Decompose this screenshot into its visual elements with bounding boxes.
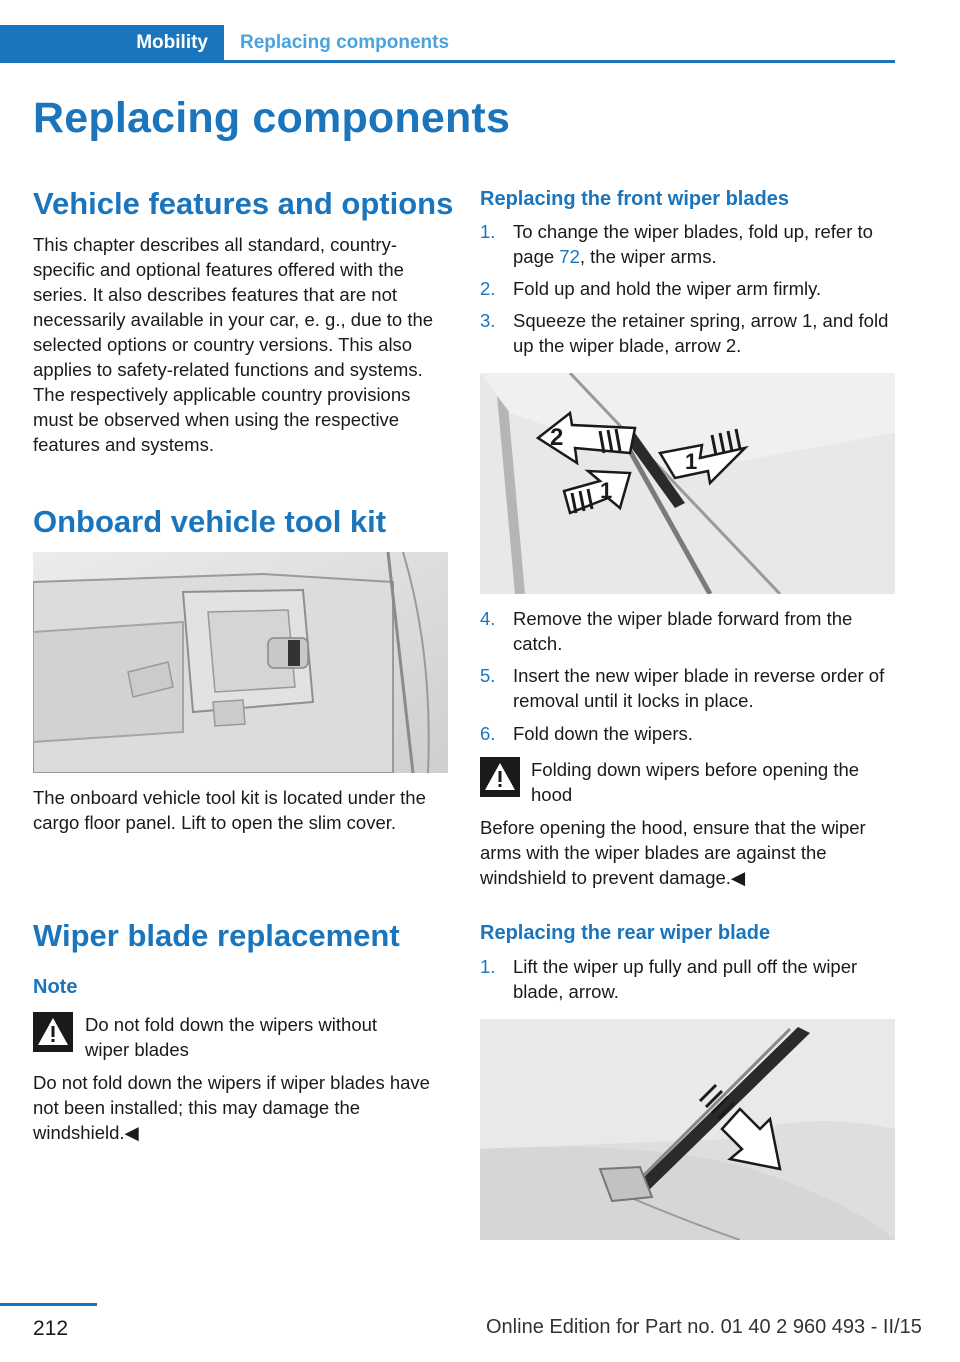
step-text: Remove the wiper blade forward from the catch. [513,608,853,654]
step-text: Insert the new wiper blade in reverse order of removal until it locks in place. [513,665,885,711]
step-text: Fold down the wipers. [513,723,693,744]
step-text: To change the wiper blades, fold up, refer to page 72, the wiper arms. [513,221,873,267]
warning-icon [480,757,520,797]
callout-label: 2 [550,424,564,451]
step-number: 4. [480,608,496,629]
step-number: 6. [480,723,496,744]
warning-title: Folding down wipers before opening the hood [531,759,860,805]
rear-wiper-image [480,1019,895,1240]
step-text: Lift the wiper up fully and pull off the wiper blade, arrow. [513,956,858,1002]
page-number: 212 [33,1317,69,1340]
warning-no-blades-text: Do not fold down the wipers if wiper blades have not been installed; this may damage the windshield.◀ [33,1072,430,1143]
list-item [480,954,895,1004]
callout-label: 1 [685,449,698,474]
step-text: Fold up and hold the wiper arm firmly. [513,278,822,299]
list-item [480,276,895,301]
heading-tool-kit: Onboard vehicle tool kit [33,504,387,539]
warning-icon [33,1012,73,1052]
page-title: Replacing components [33,94,511,142]
step-number: 1. [480,221,496,242]
tool-kit-image [33,552,448,773]
list-item [480,606,895,656]
features-paragraph: This chapter describes all standard, country-specific and optional features offered with the series. It also describes features that are not necessarily available in your car, e. g., due to the selected options or country versions. This also applies to safety-related functions and systems. The respectively applicable country provisions must be observed when using the respective features and systems. [33,234,434,455]
warning-hood [480,757,895,807]
step-number: 2. [480,278,496,299]
heading-vehicle-features: Vehicle features and options [33,186,454,221]
step-number: 1. [480,956,496,977]
list-item [480,219,895,269]
warning-hood-text: Before opening the hood, ensure that the wiper arms with the wiper blades are against the windshield to prevent damage.◀ [480,817,866,888]
tab-replacing-components[interactable]: Replacing components [240,32,450,53]
step-text: Squeeze the retainer spring, arrow 1, and fold up the wiper blade, arrow 2. [513,310,889,356]
warning-title: Do not fold down the wipers without wiper blades [85,1014,378,1060]
heading-note: Note [33,976,78,998]
step-number: 5. [480,665,496,686]
footer-rule [0,1303,97,1306]
heading-front-wipers: Replacing the front wiper blades [480,188,789,210]
list-item [480,308,895,358]
tool-kit-paragraph: The onboard vehicle tool kit is located under the cargo floor panel. Lift to open the slim cover. [33,787,426,833]
header-rule [0,60,895,63]
warning-no-blades [33,1012,448,1062]
list-item [480,663,895,713]
callout-label: 1 [600,478,613,503]
step-number: 3. [480,310,496,331]
front-wiper-image [480,373,895,594]
tab-mobility[interactable]: Mobility [0,25,224,60]
heading-wiper-replacement: Wiper blade replacement [33,918,400,953]
page-link[interactable]: 72 [559,246,580,267]
heading-rear-wiper: Replacing the rear wiper blade [480,922,771,944]
list-item [480,721,895,746]
footer-edition: Online Edition for Part no. 01 40 2 960 493 - II/15 [486,1316,922,1338]
